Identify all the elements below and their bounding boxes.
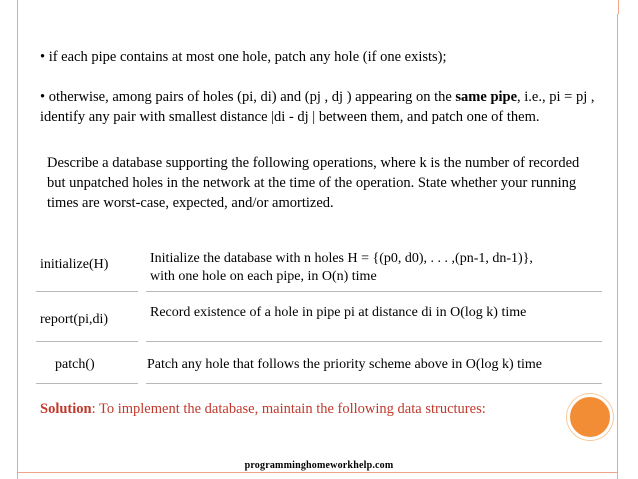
bullet-same-pipe-bold: same pipe <box>455 89 518 105</box>
row-divider <box>146 341 602 342</box>
op-initialize-name: initialize(H) <box>40 257 109 272</box>
op-patch-name: patch() <box>55 357 95 372</box>
op-report-name: report(pi,di) <box>40 312 109 327</box>
solution-text: : To implement the database, maintain the following data structures: <box>91 401 486 417</box>
frame-left-line <box>17 14 18 479</box>
op-patch-desc: Patch any hole that follows the priority scheme above in O(log k) time <box>147 357 543 372</box>
describe-paragraph: Describe a database supporting the following operations, where k is the number of recorded but unpatched holes in the network at the time of the operation. State whether your running times are worst-case, expected, and/or amortized. <box>47 155 580 211</box>
bullet-same-pipe-pre: • otherwise, among pairs of holes (pi, di) and (pj , dj ) appearing on the <box>40 89 456 105</box>
bullet-same-pipe <box>40 87 618 127</box>
row-divider <box>36 341 138 342</box>
bullet-single-hole: • if each pipe contains at most one hole, patch any hole (if one exists); <box>40 49 447 65</box>
row-divider <box>146 291 602 292</box>
frame-bottom-line <box>17 472 618 473</box>
row-divider <box>36 291 138 292</box>
row-divider <box>146 383 602 384</box>
row-divider <box>36 383 138 384</box>
orange-circle-decoration <box>567 394 613 440</box>
solution-label: Solution <box>40 401 92 417</box>
frame-top <box>17 0 619 14</box>
op-report-desc: Record existence of a hole in pipe pi at distance di in O(log k) time <box>150 305 527 320</box>
frame-right-line <box>617 14 618 479</box>
bullet-same-pipe-post: , i.e., pi = pj , identify any pair with smallest distance |di - dj | between them, and patch one of them. <box>40 89 595 125</box>
solution-line <box>40 399 486 419</box>
footer-website: programminghomeworkhelp.com <box>244 460 394 471</box>
op-initialize-desc-line2: with one hole on each pipe, in O(n) time <box>150 269 377 284</box>
op-initialize-desc-line1: Initialize the database with n holes H = {(p0, d0), . . . ,(pn-1, dn-1)}, <box>150 251 533 266</box>
